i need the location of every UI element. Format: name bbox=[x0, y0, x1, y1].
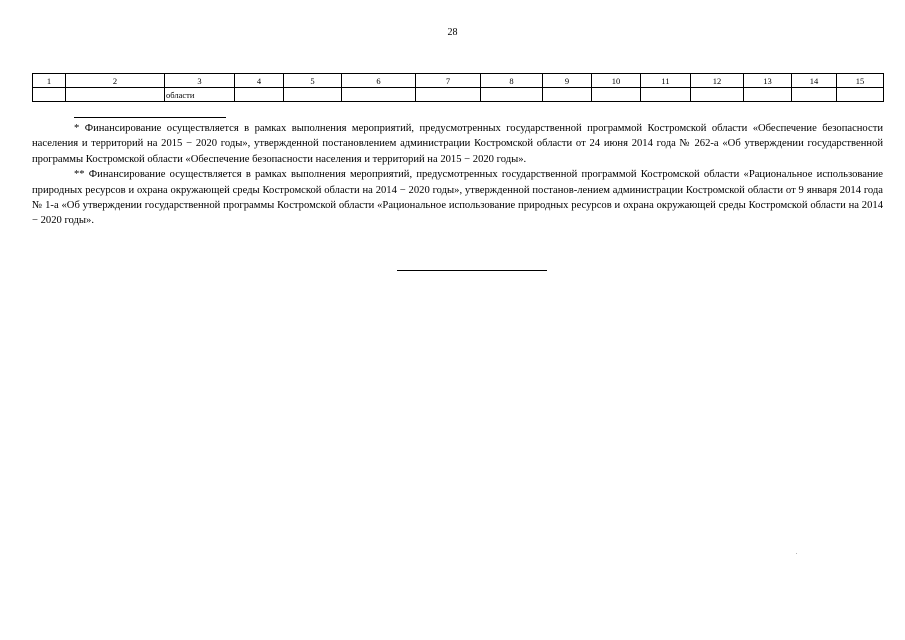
column-number: 2 bbox=[66, 74, 165, 88]
column-number: 10 bbox=[592, 74, 641, 88]
column-number: 12 bbox=[691, 74, 744, 88]
table-row bbox=[33, 88, 884, 102]
scan-artifact bbox=[796, 553, 797, 554]
column-number: 8 bbox=[481, 74, 543, 88]
data-table bbox=[32, 73, 884, 102]
table-cell bbox=[66, 88, 165, 102]
table-cell bbox=[543, 88, 592, 102]
column-number: 5 bbox=[284, 74, 342, 88]
table-cell bbox=[284, 88, 342, 102]
footnotes bbox=[32, 121, 883, 229]
footnote-separator bbox=[74, 117, 226, 118]
table-cell bbox=[592, 88, 641, 102]
table-cell: области bbox=[165, 88, 235, 102]
footnote-double-asterisk: ** Финансирование осуществляется в рамках выполнения мероприятий, предусмотренных государственной программой Костромской области «Рациональное использование природных ресурсов и охрана окружающей среды Костромской области на 2014 − 2020 годы», утвержденной постанов-лением администрации Костромской области от 9 января 2014 года № 1-а «Об утверждении государственной программы Костромской области «Рациональное использование природных ресурсов и охрана окружающей среды Костромской области на 2014 − 2020 годы». bbox=[32, 169, 883, 227]
table-cell bbox=[744, 88, 792, 102]
end-of-document-line bbox=[397, 270, 547, 271]
footnote-single-asterisk: * Финансирование осуществляется в рамках выполнения мероприятий, предусмотренных государственной программой Костромской области «Обеспечение безопасности населения и территорий на 2015 − 2020 годы», утвержденной постановлением администрации Костромской области от 24 июня 2014 года № 262-а «Об утверждении государственной программы Костромской области «Обеспечение безопасности населения и территорий на 2015 − 2020 годы». bbox=[32, 123, 883, 165]
table-cell bbox=[235, 88, 284, 102]
column-number: 6 bbox=[342, 74, 416, 88]
table-header-row bbox=[33, 74, 884, 88]
column-number: 1 bbox=[33, 74, 66, 88]
table-cell bbox=[641, 88, 691, 102]
table-cell bbox=[33, 88, 66, 102]
column-number: 4 bbox=[235, 74, 284, 88]
column-number: 14 bbox=[792, 74, 837, 88]
column-number: 9 bbox=[543, 74, 592, 88]
table-cell bbox=[416, 88, 481, 102]
table-cell bbox=[481, 88, 543, 102]
table-cell bbox=[792, 88, 837, 102]
table-cell bbox=[837, 88, 884, 102]
column-number: 3 bbox=[165, 74, 235, 88]
column-number: 13 bbox=[744, 74, 792, 88]
column-number: 11 bbox=[641, 74, 691, 88]
column-number: 15 bbox=[837, 74, 884, 88]
table-cell bbox=[691, 88, 744, 102]
column-number: 7 bbox=[416, 74, 481, 88]
page-number: 28 bbox=[447, 27, 458, 38]
table-cell bbox=[342, 88, 416, 102]
